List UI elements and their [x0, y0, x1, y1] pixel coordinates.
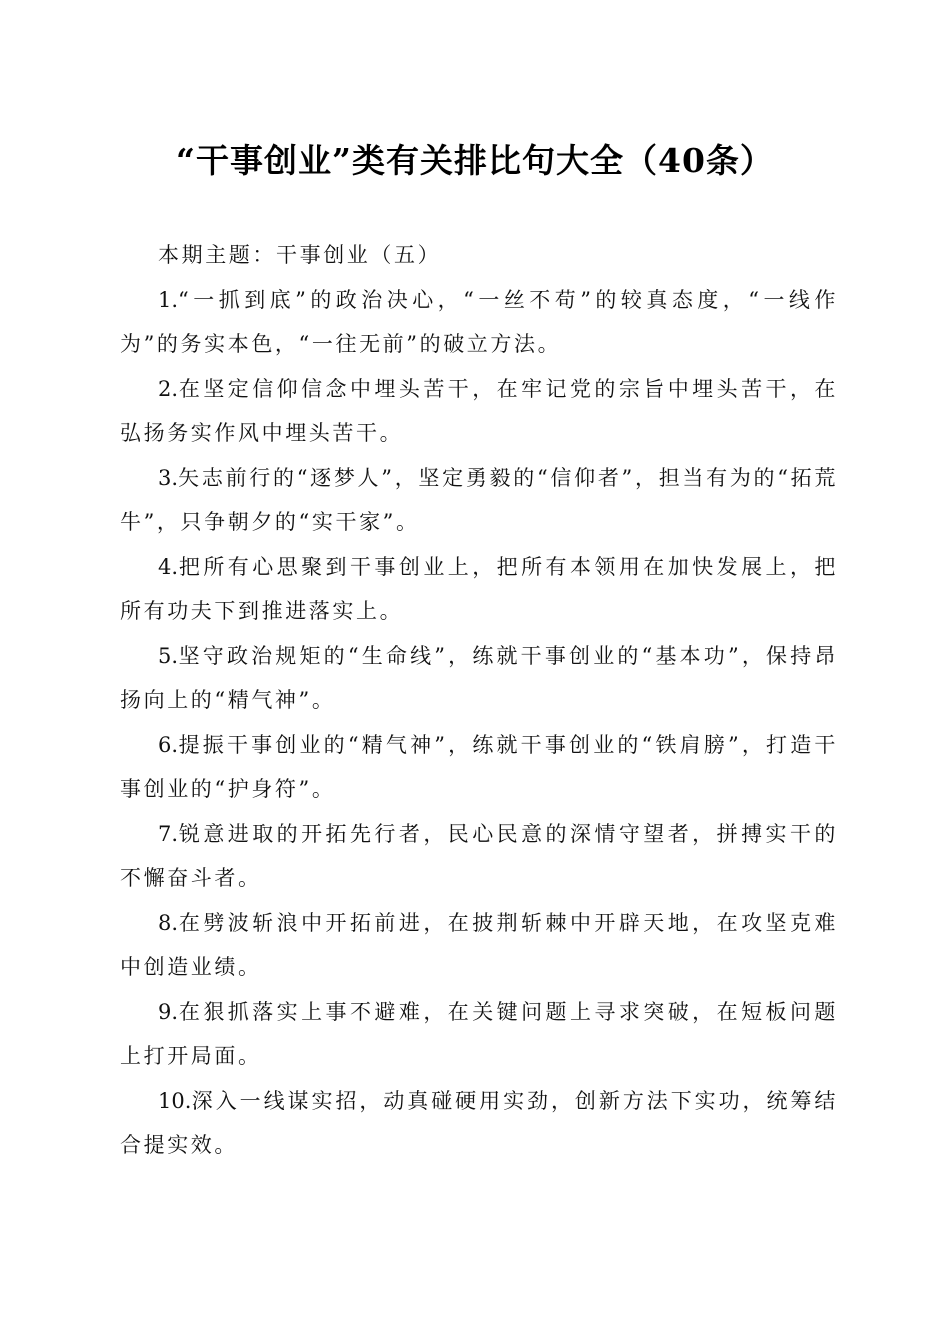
list-item	[120, 545, 838, 634]
list-item	[120, 901, 838, 990]
item-number: 7.	[158, 821, 179, 846]
item-number: 1.	[158, 287, 179, 312]
item-number: 8.	[158, 910, 179, 935]
list-item	[120, 634, 838, 723]
item-number: 2.	[158, 376, 179, 401]
item-number: 10.	[158, 1088, 192, 1113]
item-text: 提振干事创业的“精气神”，练就干事创业的“铁肩膀”，打造干事创业的“护身符”。	[120, 732, 838, 801]
list-item	[120, 723, 838, 812]
item-text: 坚守政治规矩的“生命线”，练就干事创业的“基本功”，保持昂扬向上的“精气神”。	[120, 643, 838, 712]
item-text: “一抓到底”的政治决心，“一丝不苟”的较真态度，“一线作为”的务实本色，“一往无前”的破立方法。	[120, 287, 838, 356]
document-body	[120, 233, 838, 1168]
item-number: 9.	[158, 999, 179, 1024]
item-text: 在劈波斩浪中开拓前进，在披荆斩棘中开辟天地，在攻坚克难中创造业绩。	[120, 910, 838, 979]
list-item	[120, 278, 838, 367]
item-text: 矢志前行的“逐梦人”，坚定勇毅的“信仰者”，担当有为的“拓荒牛”，只争朝夕的“实干家”。	[120, 465, 838, 534]
item-text: 锐意进取的开拓先行者，民心民意的深情守望者，拼搏实干的不懈奋斗者。	[120, 821, 838, 890]
item-text: 深入一线谋实招，动真碰硬用实劲，创新方法下实功，统筹结合提实效。	[120, 1088, 838, 1157]
item-text: 在狠抓落实上事不避难，在关键问题上寻求突破，在短板问题上打开局面。	[120, 999, 838, 1068]
list-item	[120, 456, 838, 545]
list-item	[120, 367, 838, 456]
item-number: 5.	[158, 643, 179, 668]
item-text: 把所有心思聚到干事创业上，把所有本领用在加快发展上，把所有功夫下到推进落实上。	[120, 554, 838, 623]
subtitle-paragraph: 本期主题：干事创业（五）	[158, 243, 442, 267]
item-number: 6.	[158, 732, 179, 757]
list-item	[120, 812, 838, 901]
item-number: 3.	[158, 465, 179, 490]
document-title: “干事创业”类有关排比句大全（40条）	[176, 141, 774, 180]
list-item	[120, 990, 838, 1079]
item-text: 在坚定信仰信念中埋头苦干，在牢记党的宗旨中埋头苦干，在弘扬务实作风中埋头苦干。	[120, 376, 838, 445]
list-item	[120, 1079, 838, 1168]
item-number: 4.	[158, 554, 179, 579]
